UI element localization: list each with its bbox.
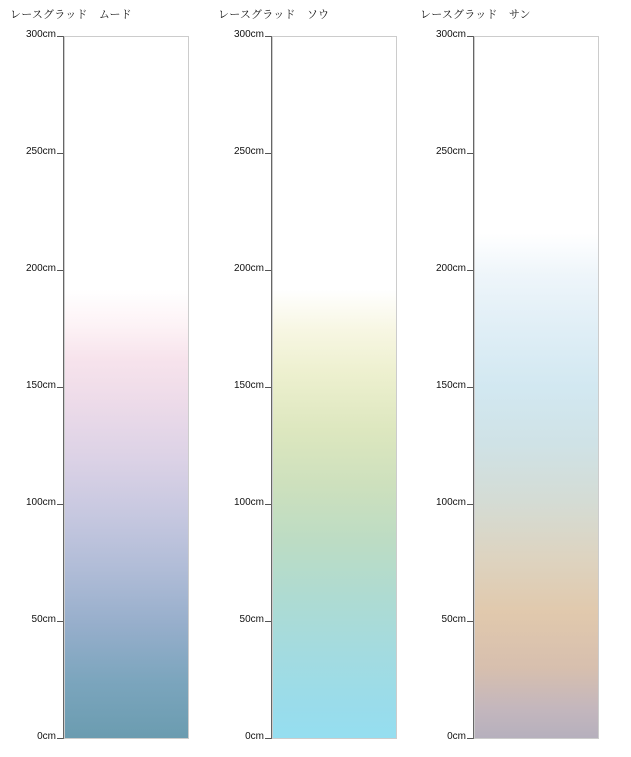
gradient-panel-sun [420,0,600,757]
axis-tick-label: 0cm [245,731,264,742]
gradient-fill-mood [65,37,188,738]
axis-tick-label: 300cm [233,29,264,40]
gradient-panel-sou [218,0,398,757]
axis-tick-label: 100cm [435,497,466,508]
axis-tick-label: 250cm [25,146,56,157]
gradient-swatch-sun [474,36,599,739]
axis-tick-label: 0cm [37,731,56,742]
panel-title-sou: レースグラッド ソウ [218,9,330,21]
axis-tick-label: 250cm [435,146,466,157]
gradient-swatch-mood [64,36,189,739]
axis-sou [218,29,272,742]
axis-tick-label: 200cm [233,263,264,274]
axis-tick-label: 150cm [435,380,466,391]
gradient-fill-sou [273,37,396,738]
axis-tick-label: 100cm [233,497,264,508]
axis-tick-label: 200cm [435,263,466,274]
axis-tick-label: 50cm [31,614,56,625]
axis-tick-label: 150cm [25,380,56,391]
axis-sun [420,29,474,742]
axis-mood [10,29,64,742]
axis-tick-label: 150cm [233,380,264,391]
gradient-swatch-sou [272,36,397,739]
axis-tick-label: 200cm [25,263,56,274]
axis-tick-label: 0cm [447,731,466,742]
axis-tick-label: 50cm [441,614,466,625]
axis-tick-label: 300cm [25,29,56,40]
axis-tick-label: 50cm [239,614,264,625]
panel-title-mood: レースグラッド ムード [10,9,132,21]
axis-tick-label: 250cm [233,146,264,157]
axis-tick-label: 100cm [25,497,56,508]
panel-title-sun: レースグラッド サン [420,9,531,21]
gradient-fill-sun [475,37,598,738]
axis-tick-label: 300cm [435,29,466,40]
gradient-panel-mood [10,0,190,757]
